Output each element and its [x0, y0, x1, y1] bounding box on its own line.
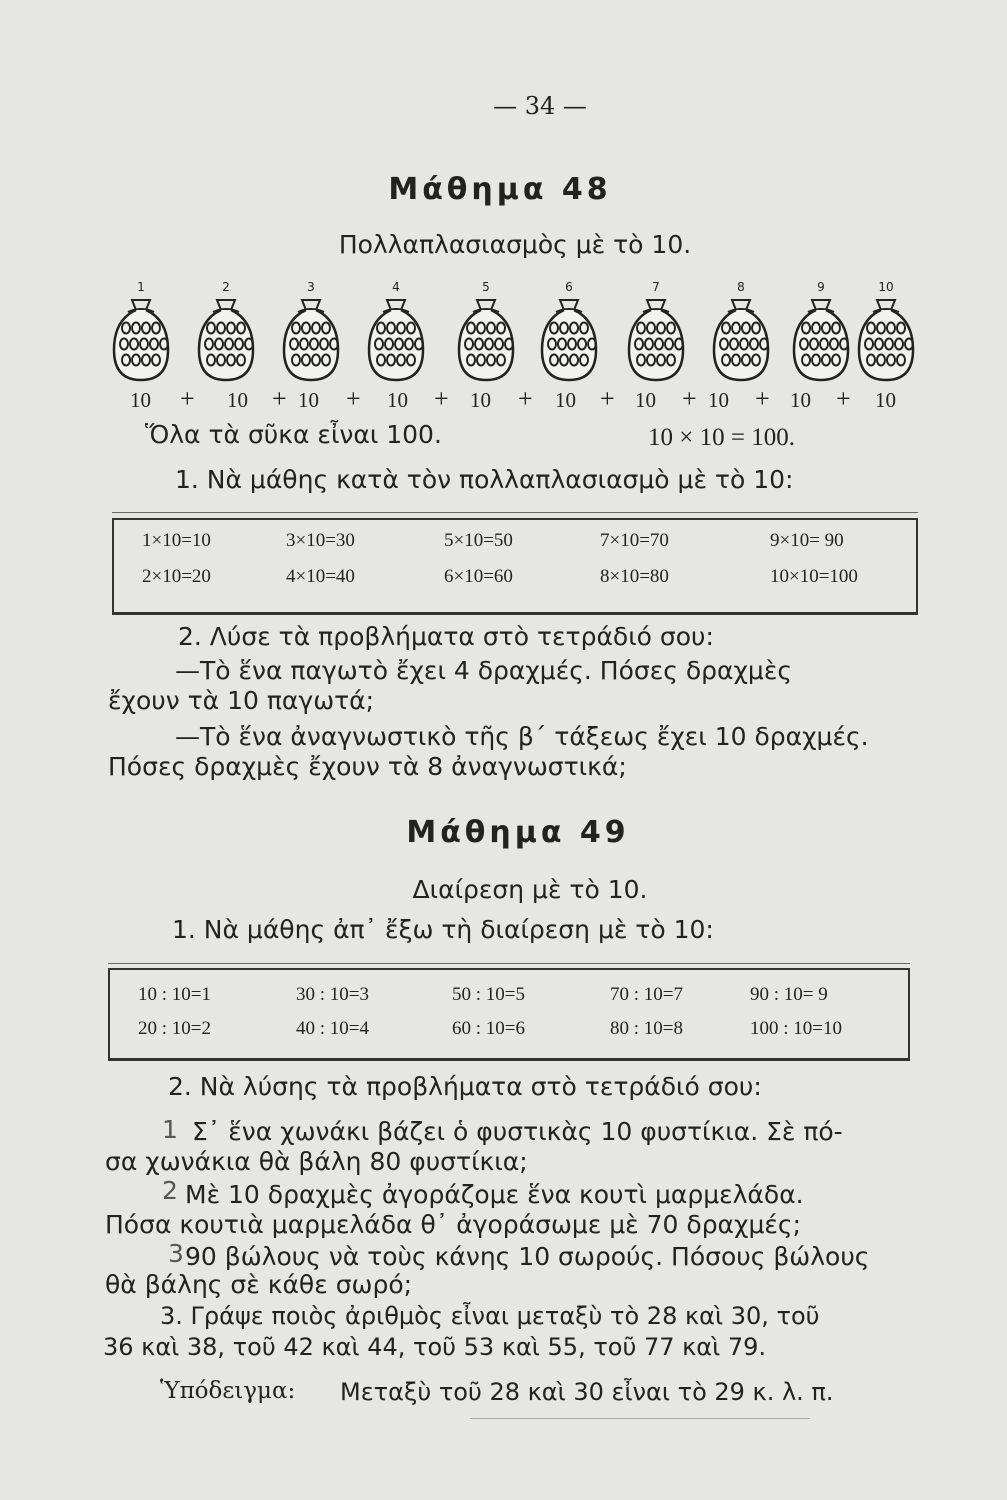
table-cell: 100 : 10=10 [750, 1018, 842, 1039]
plus-sign: + [180, 384, 195, 413]
div-problem-2-line-2: Πόσα κουτιὰ μαρμελάδα θ᾿ ἀγοράσωμε μὲ 70 δραχμές; [105, 1210, 801, 1239]
div-problem-1-line-1: Σ᾿ ἕνα χωνάκι βάζει ὁ φυστικὰς 10 φυστίκια. Σὲ πό- [192, 1117, 843, 1146]
table-cell: 60 : 10=6 [452, 1018, 525, 1039]
problem-2-line-2: Πόσες δραχμὲς ἔχουν τὰ 8 ἀναγνωστικά; [108, 752, 627, 781]
sack-icon [278, 294, 344, 384]
fig-sack-3 [278, 280, 344, 385]
addend: 10 [470, 388, 491, 412]
table-cell: 5×10=50 [444, 530, 513, 551]
sack-number: 7 [652, 280, 660, 294]
addend: 10 [555, 388, 576, 412]
plus-sign: + [518, 384, 533, 413]
addend: 10 [635, 388, 656, 412]
division-table [108, 968, 910, 1061]
plus-sign: + [272, 384, 287, 413]
addend: 10 [708, 388, 729, 412]
plus-sign: + [836, 384, 851, 413]
fig-sack-5 [453, 280, 519, 385]
fig-sack-10 [853, 280, 919, 385]
lesson-49-exercise-2: 2. Νὰ λύσης τὰ προβλήματα στὸ τετράδιό σου: [168, 1072, 762, 1101]
sack-icon [623, 294, 689, 384]
problem-2-line-1: —Τὸ ἕνα ἀναγνωστικὸ τῆς β΄ τάξεως ἔχει 10 δραχμές. [175, 722, 869, 751]
sack-number: 8 [737, 280, 745, 294]
sack-number: 9 [817, 280, 825, 294]
fig-sacks-illustration [108, 280, 918, 385]
fig-sack-1 [108, 280, 174, 385]
sack-icon [853, 294, 919, 384]
plus-sign: + [682, 384, 697, 413]
handwritten-mark-1: 1 [162, 1115, 178, 1144]
lesson-49-title: Μάθημα 49 [406, 815, 630, 850]
table-cell: 10×10=100 [770, 566, 858, 587]
table-cell: 30 : 10=3 [296, 984, 369, 1005]
table-top-rule [112, 512, 918, 513]
sack-number: 1 [137, 280, 145, 294]
table-cell: 3×10=30 [286, 530, 355, 551]
table-cell: 20 : 10=2 [138, 1018, 211, 1039]
fig-sack-9 [788, 280, 854, 385]
sack-number: 2 [222, 280, 230, 294]
div-problem-1-line-2: σα χωνάκια θὰ βάλη 80 φυστίκια; [105, 1147, 528, 1176]
sack-icon [708, 294, 774, 384]
all-figs-text: Ὅλα τὰ σῦκα εἶναι 100. [145, 420, 442, 449]
addend: 10 [298, 388, 319, 412]
div-problem-2-line-1: Μὲ 10 δραχμὲς ἀγοράζομε ἕνα κουτὶ μαρμελάδα. [185, 1180, 804, 1209]
problem-1-line-2: ἔχουν τὰ 10 παγωτά; [108, 686, 375, 715]
table-cell: 2×10=20 [142, 566, 211, 587]
sack-icon [363, 294, 429, 384]
table-cell: 7×10=70 [600, 530, 669, 551]
exercise-3-line-1: 3. Γράψε ποιὸς ἀριθμὸς εἶναι μεταξὺ τὸ 28 καὶ 30, τοῦ [160, 1302, 820, 1330]
plus-sign: + [600, 384, 615, 413]
lesson-48-exercise-2: 2. Λύσε τὰ προβλήματα στὸ τετράδιό σου: [178, 622, 714, 651]
addend: 10 [130, 388, 151, 412]
table-cell: 40 : 10=4 [296, 1018, 369, 1039]
problem-1-line-1: —Τὸ ἕνα παγωτὸ ἔχει 4 δραχμές. Πόσες δραχμὲς [175, 656, 793, 685]
sack-icon [108, 294, 174, 384]
div-problem-3-line-1: 90 βώλους νὰ τοὺς κάνης 10 σωρούς. Πόσους βώλους [185, 1242, 870, 1271]
lesson-48-subtitle: Πολλαπλασιασμὸς μὲ τὸ 10. [338, 230, 692, 259]
handwritten-mark-2: 2 [162, 1176, 178, 1205]
plus-sign: + [434, 384, 449, 413]
table-cell: 80 : 10=8 [610, 1018, 683, 1039]
bottom-pencil-line [470, 1418, 810, 1419]
fig-sack-7 [623, 280, 689, 385]
table-cell: 50 : 10=5 [452, 984, 525, 1005]
fig-sack-8 [708, 280, 774, 385]
sack-icon [788, 294, 854, 384]
sack-number: 10 [878, 280, 894, 294]
fig-sack-6 [536, 280, 602, 385]
div-problem-3-line-2: θὰ βάλης σὲ κάθε σωρό; [105, 1270, 413, 1299]
table-cell: 90 : 10= 9 [750, 984, 828, 1005]
example-text: Μεταξὺ τοῦ 28 καὶ 30 εἶναι τὸ 29 κ. λ. π. [340, 1378, 834, 1406]
addend: 10 [875, 388, 896, 412]
table-cell: 1×10=10 [142, 530, 211, 551]
addend: 10 [790, 388, 811, 412]
plus-sign: + [346, 384, 361, 413]
sack-number: 4 [392, 280, 400, 294]
page-number: — 34 — [493, 92, 587, 120]
table-cell: 9×10= 90 [770, 530, 844, 551]
lesson-48-title: Μάθημα 48 [388, 172, 612, 207]
table-cell: 4×10=40 [286, 566, 355, 587]
lesson-49-exercise-1: 1. Νὰ μάθης ἀπ᾿ ἔξω τὴ διαίρεση μὲ τὸ 10: [172, 915, 714, 944]
sack-icon [536, 294, 602, 384]
sack-number: 6 [565, 280, 573, 294]
plus-sign: + [755, 384, 770, 413]
example-label: Ὑπόδειγμα: [160, 1378, 296, 1404]
handwritten-mark-3: 3 [168, 1239, 184, 1268]
sack-number: 5 [482, 280, 490, 294]
exercise-3-line-2: 36 καὶ 38, τοῦ 42 καὶ 44, τοῦ 53 καὶ 55, τοῦ 77 καὶ 79. [103, 1333, 767, 1361]
fig-sack-4 [363, 280, 429, 385]
sack-icon [453, 294, 519, 384]
div-table-top-rule [108, 963, 910, 964]
lesson-48-exercise-1: 1. Νὰ μάθης κατὰ τὸν πολλαπλασιασμὸ μὲ τὸ 10: [175, 465, 794, 494]
table-cell: 10 : 10=1 [138, 984, 211, 1005]
sack-icon [193, 294, 259, 384]
product-text: 10 × 10 = 100. [648, 424, 795, 451]
table-cell: 6×10=60 [444, 566, 513, 587]
addend: 10 [387, 388, 408, 412]
table-cell: 70 : 10=7 [610, 984, 683, 1005]
multiplication-table [112, 518, 918, 615]
addend: 10 [227, 388, 248, 412]
table-cell: 8×10=80 [600, 566, 669, 587]
lesson-49-subtitle: Διαίρεση μὲ τὸ 10. [412, 875, 648, 904]
fig-sack-2 [193, 280, 259, 385]
sack-number: 3 [307, 280, 315, 294]
